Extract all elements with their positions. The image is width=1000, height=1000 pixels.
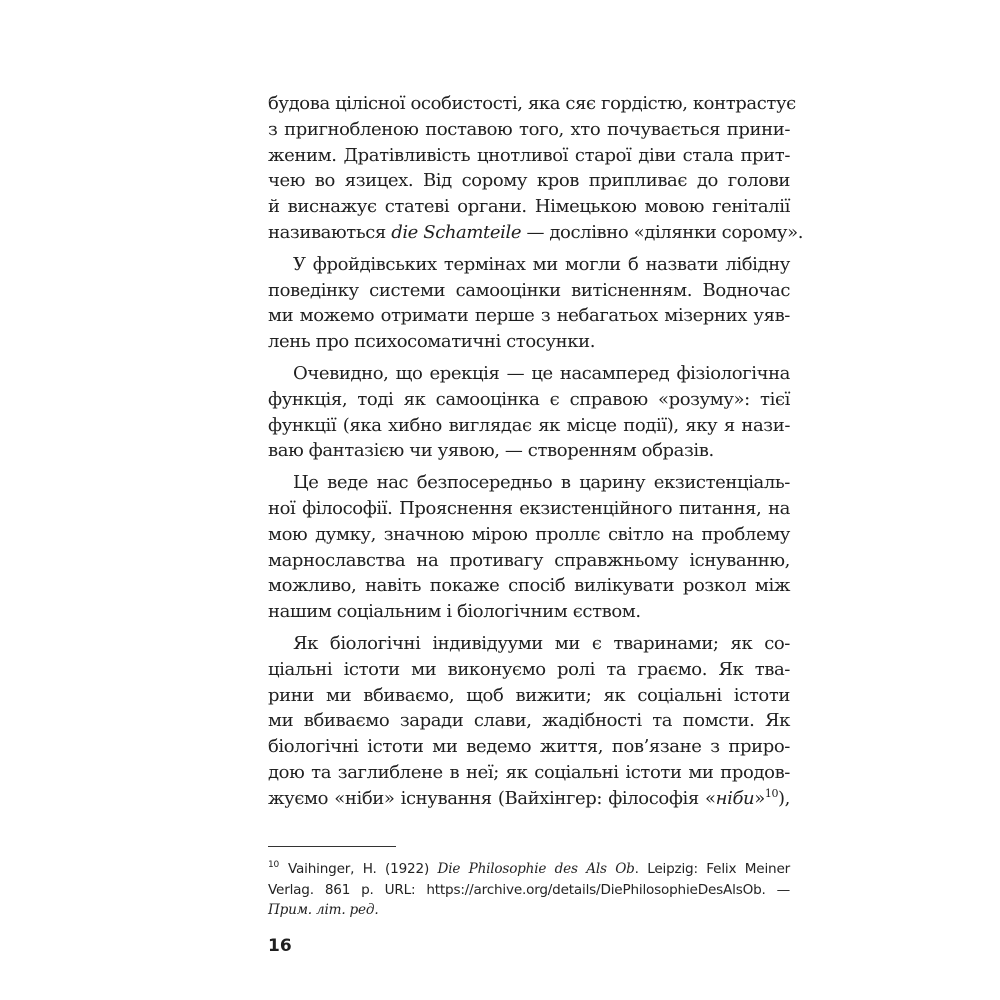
text-fragment: Vaihinger, H. (1922) bbox=[288, 861, 438, 877]
text-line: У фройдівських термінах ми могли б назвати лібідну bbox=[293, 253, 790, 275]
text-fragment: жуємо «ніби» існування (Вайхінгер: філософія « bbox=[268, 787, 716, 809]
paragraph-3 bbox=[268, 361, 790, 464]
italic-term: ніби bbox=[715, 787, 755, 809]
text-line: ми вбиваємо заради слави, жадібності та помсти. Як bbox=[268, 710, 790, 732]
book-title: Die Philosophie des Als Ob bbox=[437, 861, 635, 877]
text-line: рини ми вбиваємо, щоб вижити; як соціальні істоти bbox=[268, 684, 790, 706]
page-number: 16 bbox=[268, 936, 292, 956]
text-line bbox=[268, 786, 790, 812]
text-line: мою думку, значною мірою проллє світло на проблему bbox=[268, 523, 790, 545]
text-line: Це веде нас безпосередньо в царину екзистенціаль- bbox=[293, 472, 790, 494]
text-fragment: ), bbox=[778, 787, 790, 809]
footnote-line: 10 Vaihinger, H. (1922) Die Philosophie des Als Ob. Leipzig: Felix Meiner bbox=[268, 860, 790, 877]
text-line: біологічні істоти ми ведемо життя, пов’язане з приро- bbox=[268, 736, 790, 758]
footnote-line bbox=[268, 900, 790, 921]
text-line: функція, тоді як самооцінка є справою «розуму»: тієї bbox=[268, 388, 790, 410]
text-fragment: . Leipzig: Felix Meiner bbox=[634, 861, 790, 877]
text-line: ної філософії. Прояснення екзистенційного питання, на bbox=[268, 497, 790, 519]
text-line: будова цілісної особистості, яка сяє гордістю, контрастує bbox=[268, 93, 796, 114]
text-line: Як біологічні індивідууми ми є тваринами; як со- bbox=[293, 632, 790, 654]
text-line: ми можемо отримати перше з небагатьох мізерних уяв- bbox=[268, 305, 790, 327]
footnote-reference[interactable]: 10 bbox=[764, 786, 779, 800]
text-line: й виснажує статеві органи. Німецькою мовою геніталії bbox=[268, 196, 790, 218]
text-line: можливо, навіть покаже спосіб вилікувати розкол між bbox=[268, 575, 790, 597]
paragraph-4 bbox=[268, 470, 790, 625]
footnote bbox=[268, 859, 790, 921]
text-fragment: називаються bbox=[268, 221, 392, 243]
text-line: марнославства на противагу справжньому існуванню, bbox=[268, 549, 790, 571]
body-text bbox=[268, 91, 804, 818]
text-line: дою та заглиблене в неї; як соціальні істоти ми продов- bbox=[268, 761, 790, 783]
text-line: женим. Дратівливість цнотливої старої діви стала прит- bbox=[268, 144, 790, 166]
text-line: функції (яка хибно виглядає як місце події), яку я нази- bbox=[268, 414, 790, 436]
text-line: поведінку системи самооцінки витісненням. Водночас bbox=[268, 279, 790, 301]
text-fragment: — дослівно «ділянки сорому». bbox=[521, 221, 804, 243]
text-line: нашим соціальним і біологічним єством. bbox=[268, 601, 641, 623]
text-line: Очевидно, що ерекція — це насамперед фізіологічна bbox=[293, 362, 790, 384]
text-line: ціальні істоти ми виконуємо ролі та граємо. Як тва- bbox=[268, 658, 790, 680]
editor-note: Прим. літ. ред. bbox=[268, 902, 379, 918]
german-term: die Schamteile bbox=[391, 221, 522, 243]
text-fragment: » bbox=[754, 787, 765, 809]
paragraph-1 bbox=[268, 91, 804, 246]
paragraph-5 bbox=[268, 631, 790, 812]
text-line: ваю фантазією чи уявою, — створенням образів. bbox=[268, 440, 714, 462]
footnote-divider bbox=[268, 846, 396, 847]
text-line: лень про психосоматичні стосунки. bbox=[268, 331, 596, 353]
footnote-line: Verlag. 861 p. URL: https://archive.org/details/DiePhilosophieDesAlsOb. — bbox=[268, 881, 790, 898]
text-line bbox=[268, 220, 804, 246]
text-line: чею во язицех. Від сорому кров припливає до голови bbox=[268, 170, 790, 192]
paragraph-2 bbox=[268, 252, 790, 355]
text-line: з пригнобленою поставою того, хто почувається прини- bbox=[268, 118, 790, 140]
